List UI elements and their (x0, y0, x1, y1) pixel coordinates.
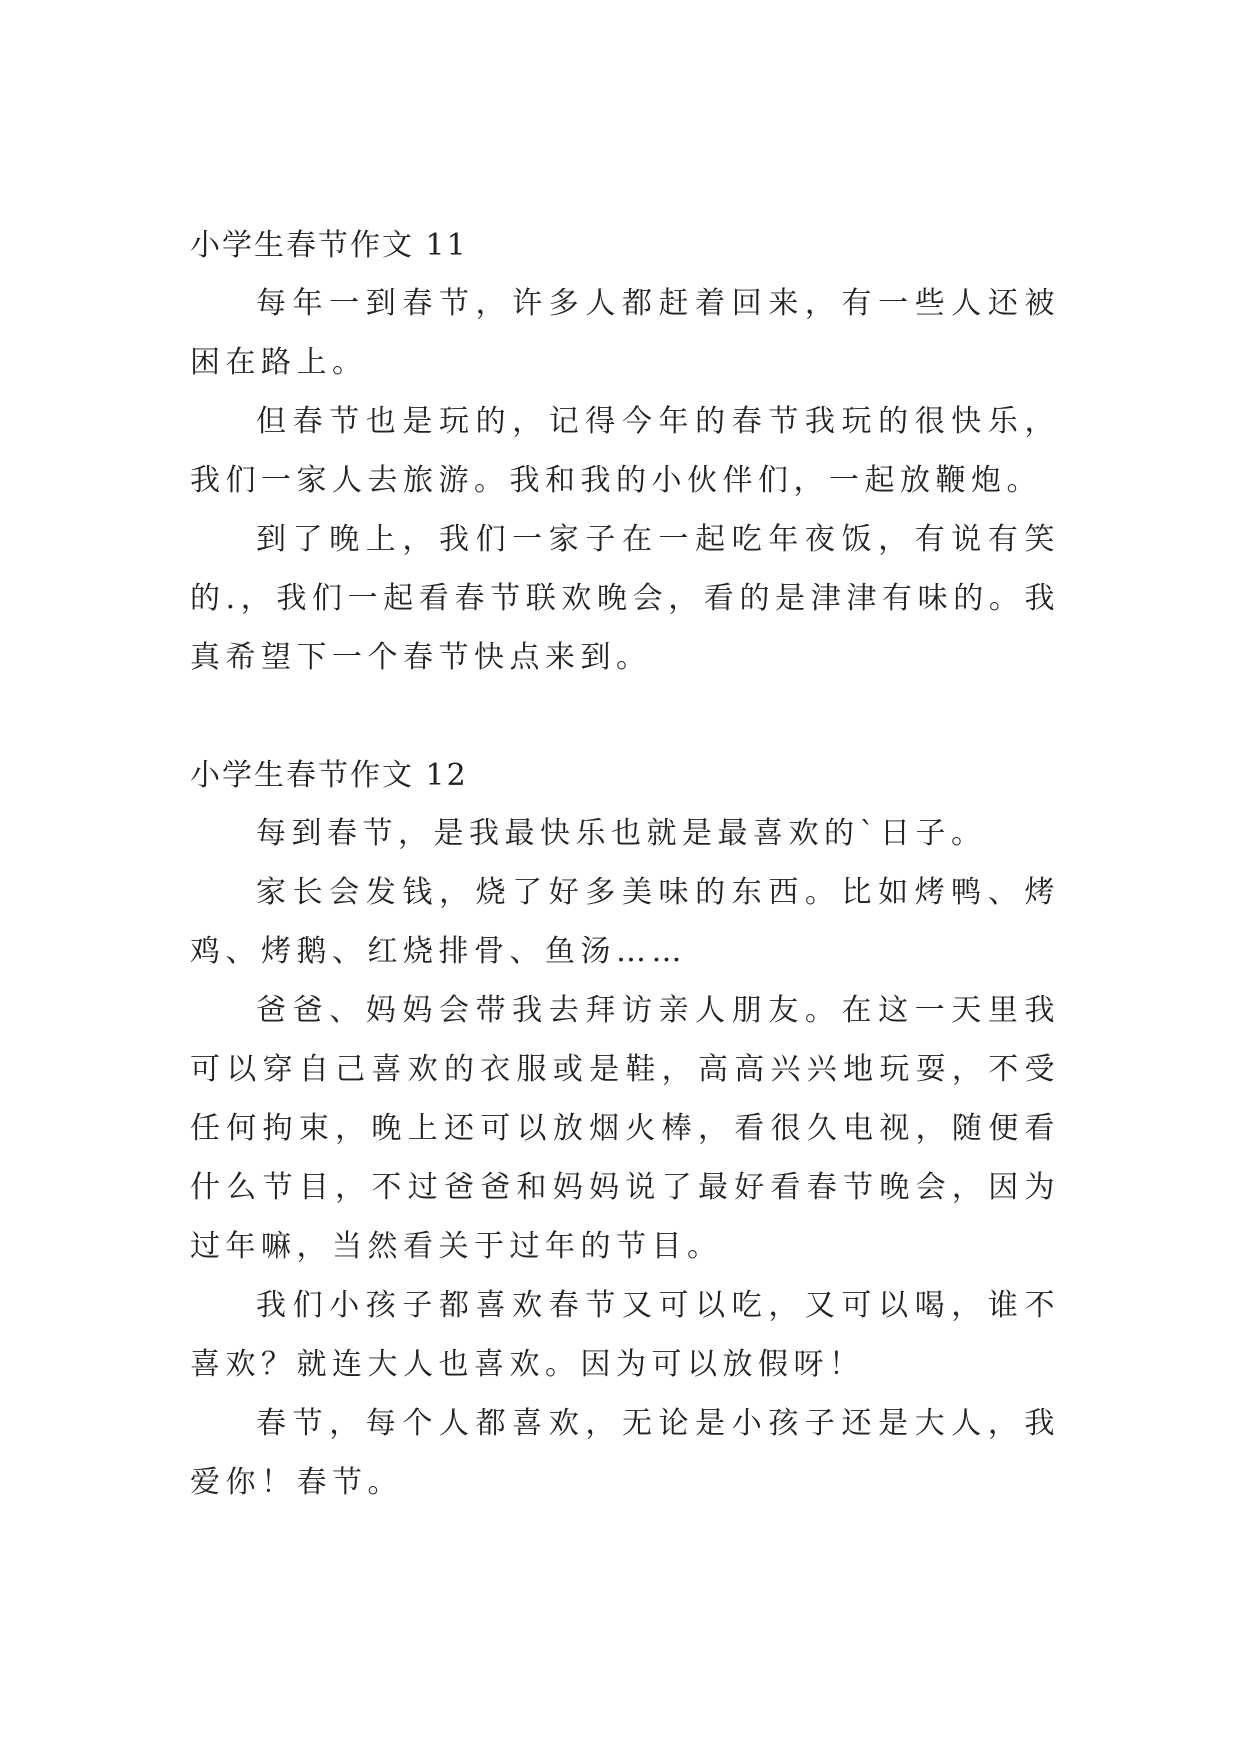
essay-paragraph: 到了晚上，我们一家子在一起吃年夜饭，有说有笑的.，我们一起看春节联欢晚会，看的是津津有味的。我真希望下一个春节快点来到。 (190, 522, 1060, 675)
essay-paragraph: 爸爸、妈妈会带我去拜访亲人朋友。在这一天里我可以穿自己喜欢的衣服或是鞋，高高兴兴地玩耍，不受任何拘束，晚上还可以放烟火棒，看很久电视，随便看什么节目，不过爸爸和妈妈说了最好看春节晚会，因为过年嘛，当然看关于过年的节目。 (190, 993, 1060, 1264)
essay-paragraph: 但春节也是玩的，记得今年的春节我玩的很快乐，我们一家人去旅游。我和我的小伙伴们，一起放鞭炮。 (190, 404, 1060, 498)
essay-12 (190, 748, 1060, 1512)
essay-title: 小学生春节作文 11 (190, 228, 468, 263)
essay-paragraph: 每到春节，是我最快乐也就是最喜欢的`日子。 (256, 816, 987, 851)
essay-title: 小学生春节作文 12 (190, 758, 468, 793)
essay-paragraph: 我们小孩子都喜欢春节又可以吃，又可以喝，谁不喜欢？就连大人也喜欢。因为可以放假呀！ (190, 1288, 1060, 1382)
essay-paragraph: 每年一到春节，许多人都赶着回来，有一些人还被困在路上。 (190, 286, 1060, 380)
essay-11 (190, 218, 1060, 687)
essay-paragraph: 春节，每个人都喜欢，无论是小孩子还是大人，我爱你！春节。 (190, 1406, 1060, 1500)
essay-paragraph: 家长会发钱，烧了好多美味的东西。比如烤鸭、烤鸡、烤鹅、红烧排骨、鱼汤…… (190, 875, 1060, 969)
